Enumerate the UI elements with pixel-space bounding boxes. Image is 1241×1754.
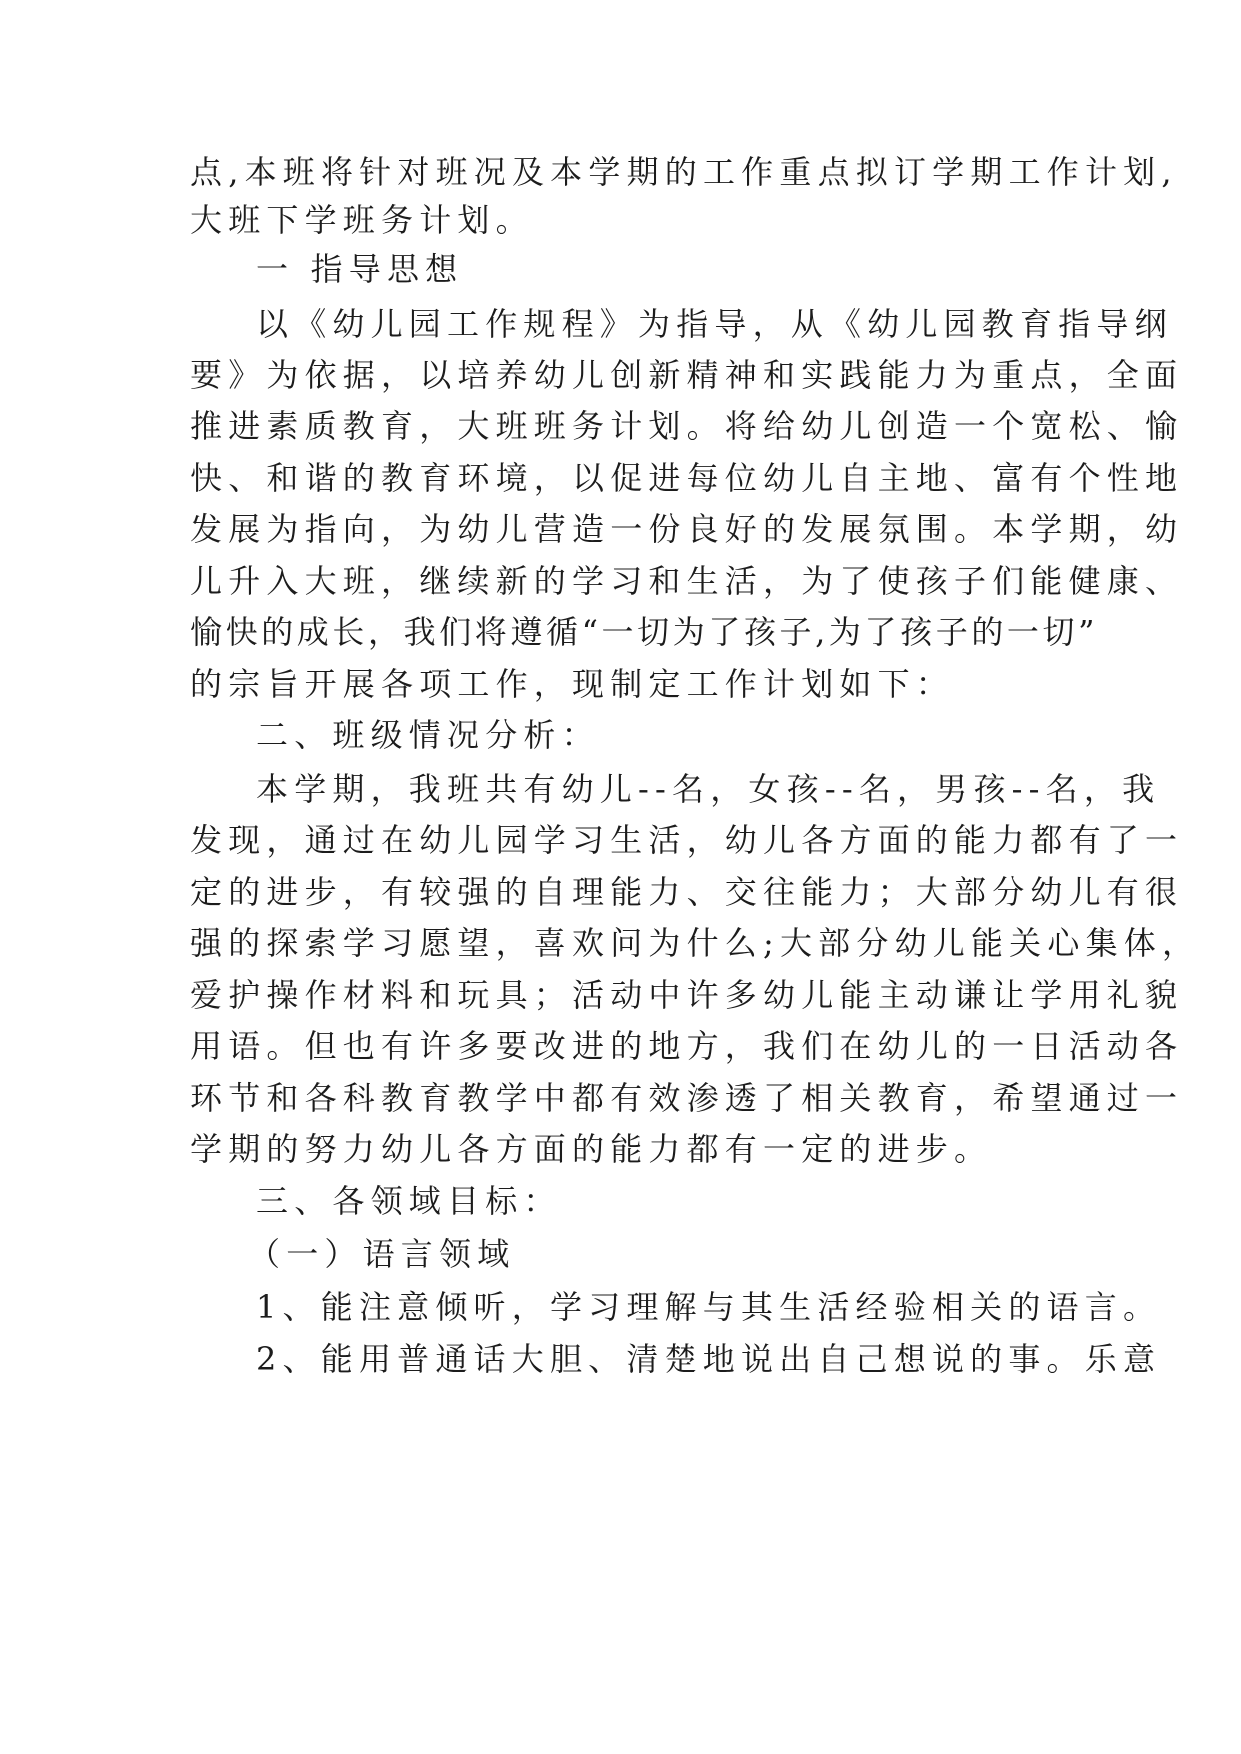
paragraph-line: 爱护操作材料和玩具；活动中许多幼儿能主动谦让学用礼貌 (190, 976, 1184, 1014)
section-heading: 三、各领域目标： (256, 1182, 562, 1220)
list-item: 2、能用普通话大胆、清楚地说出自己想说的事。乐意 (256, 1340, 1162, 1378)
paragraph-line: 愉快的成长，我们将遵循“一切为了孩子,为了孩子的一切” (190, 613, 1099, 651)
paragraph-line: 定的进步，有较强的自理能力、交往能力；大部分幼儿有很 (190, 873, 1184, 911)
paragraph-line: 发展为指向，为幼儿营造一份良好的发展氛围。本学期，幼 (190, 510, 1184, 548)
paragraph-line: 快、和谐的教育环境，以促进每位幼儿自主地、富有个性地 (190, 459, 1184, 497)
list-item: 1、能注意倾听，学习理解与其生活经验相关的语言。 (256, 1288, 1162, 1326)
paragraph-line: 本学期，我班共有幼儿--名，女孩--名，男孩--名，我 (256, 770, 1161, 808)
section-heading: 一 指导思想 (256, 250, 464, 288)
paragraph-line: 的宗旨开展各项工作，现制定工作计划如下： (190, 665, 955, 703)
paragraph-line: 大班下学班务计划。 (190, 201, 534, 239)
paragraph-line: 用语。但也有许多要改进的地方，我们在幼儿的一日活动各 (190, 1027, 1184, 1065)
paragraph-line: 儿升入大班，继续新的学习和生活，为了使孩子们能健康、 (190, 562, 1184, 600)
subsection-heading: （一）语言领域 (248, 1235, 516, 1273)
paragraph-line: 学期的努力幼儿各方面的能力都有一定的进步。 (190, 1130, 993, 1168)
paragraph-line: 点,本班将针对班况及本学期的工作重点拟订学期工作计划, (190, 153, 1178, 191)
paragraph-line: 推进素质教育，大班班务计划。将给幼儿创造一个宽松、愉 (190, 407, 1184, 445)
paragraph-line: 发现，通过在幼儿园学习生活，幼儿各方面的能力都有了一 (190, 821, 1184, 859)
paragraph-line: 以《幼儿园工作规程》为指导，从《幼儿园教育指导纲 (256, 305, 1173, 343)
paragraph-line: 要》为依据，以培养幼儿创新精神和实践能力为重点，全面 (190, 356, 1184, 394)
paragraph-line: 强的探索学习愿望，喜欢问为什么;大部分幼儿能关心集体， (190, 924, 1201, 962)
section-heading: 二、班级情况分析： (256, 716, 600, 754)
paragraph-line: 环节和各科教育教学中都有效渗透了相关教育，希望通过一 (190, 1079, 1184, 1117)
